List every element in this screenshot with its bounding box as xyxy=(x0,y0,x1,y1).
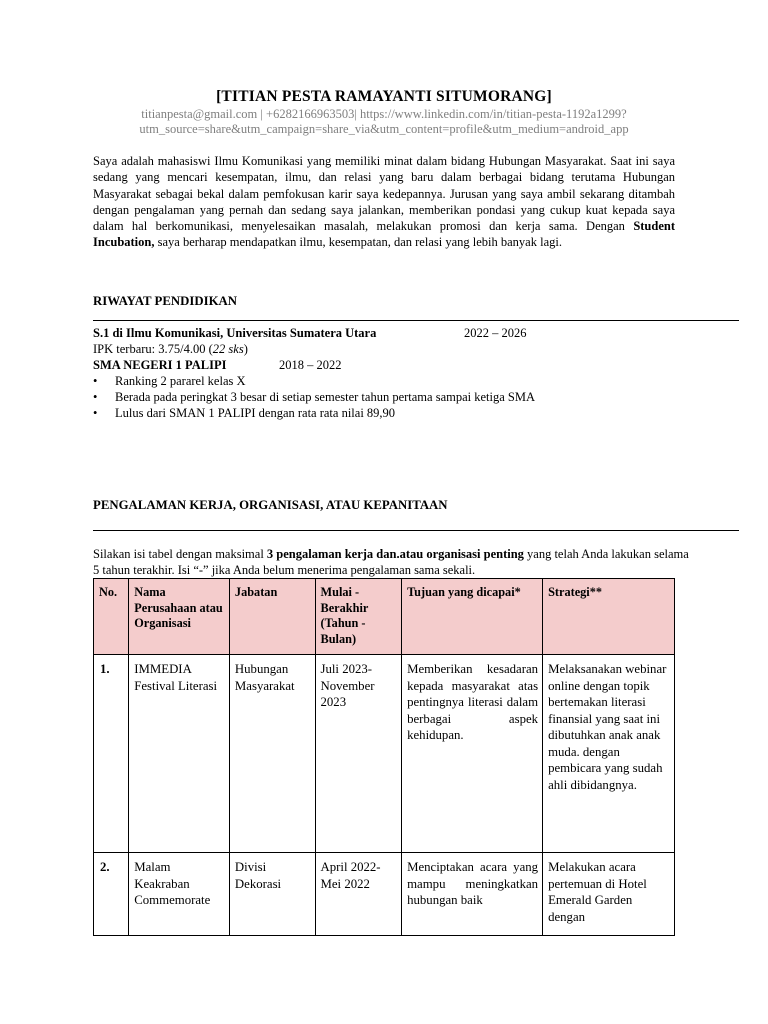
gpa-sks: 22 sks xyxy=(212,342,244,356)
achievement-item: • Berada pada peringkat 3 besar di setiap semester tahun pertama sampai ketiga SMA xyxy=(93,389,693,405)
high-school-name: SMA NEGERI 1 PALIPI xyxy=(93,358,227,372)
profile-summary xyxy=(93,153,675,251)
university-row xyxy=(93,325,693,341)
education-list xyxy=(93,325,693,421)
col-header-period: Mulai - Berakhir (Tahun - Bulan) xyxy=(315,579,402,655)
contact-line-1[interactable]: titianpesta@gmail.com | +6282166963503| https://www.linkedin.com/in/titian-pesta-1192a1299? xyxy=(141,107,627,121)
row-number: 2. xyxy=(94,853,129,936)
table-row xyxy=(94,655,675,853)
high-school-achievements xyxy=(93,373,693,421)
row-period: April 2022- Mei 2022 xyxy=(315,853,402,936)
row-goal: Memberikan kesadaran kepada masyarakat atas pentingnya literasi dalam berbagai aspek kehidupan. xyxy=(402,655,543,853)
gpa-prefix: IPK terbaru: 3.75/4.00 ( xyxy=(93,342,213,356)
row-goal: Menciptakan acara yang mampu meningkatkan hubungan baik xyxy=(402,853,543,936)
summary-text-2: saya berharap mendapatkan ilmu, kesempatan, dan relasi yang lebih banyak lagi. xyxy=(154,235,562,250)
high-school-years: 2018 – 2022 xyxy=(279,358,342,372)
education-divider xyxy=(93,320,739,321)
row-number: 1. xyxy=(94,655,129,853)
experience-section-title: PENGALAMAN KERJA, ORGANISASI, ATAU KEPANITAAN xyxy=(93,498,448,512)
high-school-row xyxy=(93,357,693,373)
col-header-strategy: Strategi** xyxy=(543,579,675,655)
table-row xyxy=(94,853,675,936)
row-strategy: Melaksanakan webinar online dengan topik bertemakan literasi finansial yang saat ini dibutuhkan anak anak muda. dengan pembicara yang sudah ahli dibidangnya. xyxy=(543,655,675,853)
experience-divider xyxy=(93,530,739,531)
row-strategy: Melakukan acara pertemuan di Hotel Emerald Garden dengan xyxy=(543,853,675,936)
achievement-item: • Ranking 2 pararel kelas X xyxy=(93,373,693,389)
summary-bold-text: Student Incubation, xyxy=(93,219,675,250)
row-position: Hubungan Masyarakat xyxy=(229,655,315,853)
table-header-row xyxy=(94,579,675,655)
candidate-name: [TITIAN PESTA RAMAYANTI SITUMORANG] xyxy=(216,88,552,105)
experience-instructions xyxy=(93,546,693,578)
intro-text-1: Silakan isi tabel dengan maksimal xyxy=(93,547,267,561)
row-position: Divisi Dekorasi xyxy=(229,853,315,936)
row-organization: IMMEDIA Festival Literasi xyxy=(129,655,230,853)
intro-bold-text: 3 pengalaman kerja dan.atau organisasi penting xyxy=(266,547,524,561)
col-header-no: No. xyxy=(94,579,129,655)
experience-table xyxy=(93,578,675,936)
row-period: Juli 2023- November 2023 xyxy=(315,655,402,853)
col-header-goal: Tujuan yang dicapai* xyxy=(402,579,543,655)
summary-text-1: Saya adalah mahasiswi Ilmu Komunikasi yang memiliki minat dalam bidang Hubungan Masyarakat. Saat ini saya sedang yang mencari kesempatan, ilmu, dan relasi yang baru dalam berbagai bidang terutama Hubungan Masyarakat sebagai bekal dalam pemfokusan karir saya kedepannya. Jurusan yang saya ambil sekarang ditambah dengan pengalaman yang pernah dan sedang saya jalankan, memberikan pondasi yang cukup kuat kepada saya dalam hal berkomunikasi, menyelesaikan masalah, melakukan promosi dan kerja sama. Dengan xyxy=(93,154,675,234)
education-section-title: RIWAYAT PENDIDIKAN xyxy=(93,294,238,308)
university-name: S.1 di Ilmu Komunikasi, Universitas Sumatera Utara xyxy=(93,326,377,340)
gpa-row xyxy=(93,341,693,357)
contact-info xyxy=(0,107,768,137)
gpa-suffix: ) xyxy=(243,342,248,356)
row-organization: Malam Keakraban Commemorate xyxy=(129,853,230,936)
intro-text-2: yang telah Anda lakukan selama 5 tahun terakhir. Isi “-” jika Anda belum menerima pengalaman sama sekali. xyxy=(93,547,689,577)
achievement-item: • Lulus dari SMAN 1 PALIPI dengan rata rata nilai 89,90 xyxy=(93,405,693,421)
university-years: 2022 – 2026 xyxy=(464,326,527,340)
col-header-position: Jabatan xyxy=(229,579,315,655)
col-header-organization: Nama Perusahaan atau Organisasi xyxy=(129,579,230,655)
contact-line-2[interactable]: utm_source=share&utm_campaign=share_via&utm_content=profile&utm_medium=android_app xyxy=(139,122,629,136)
